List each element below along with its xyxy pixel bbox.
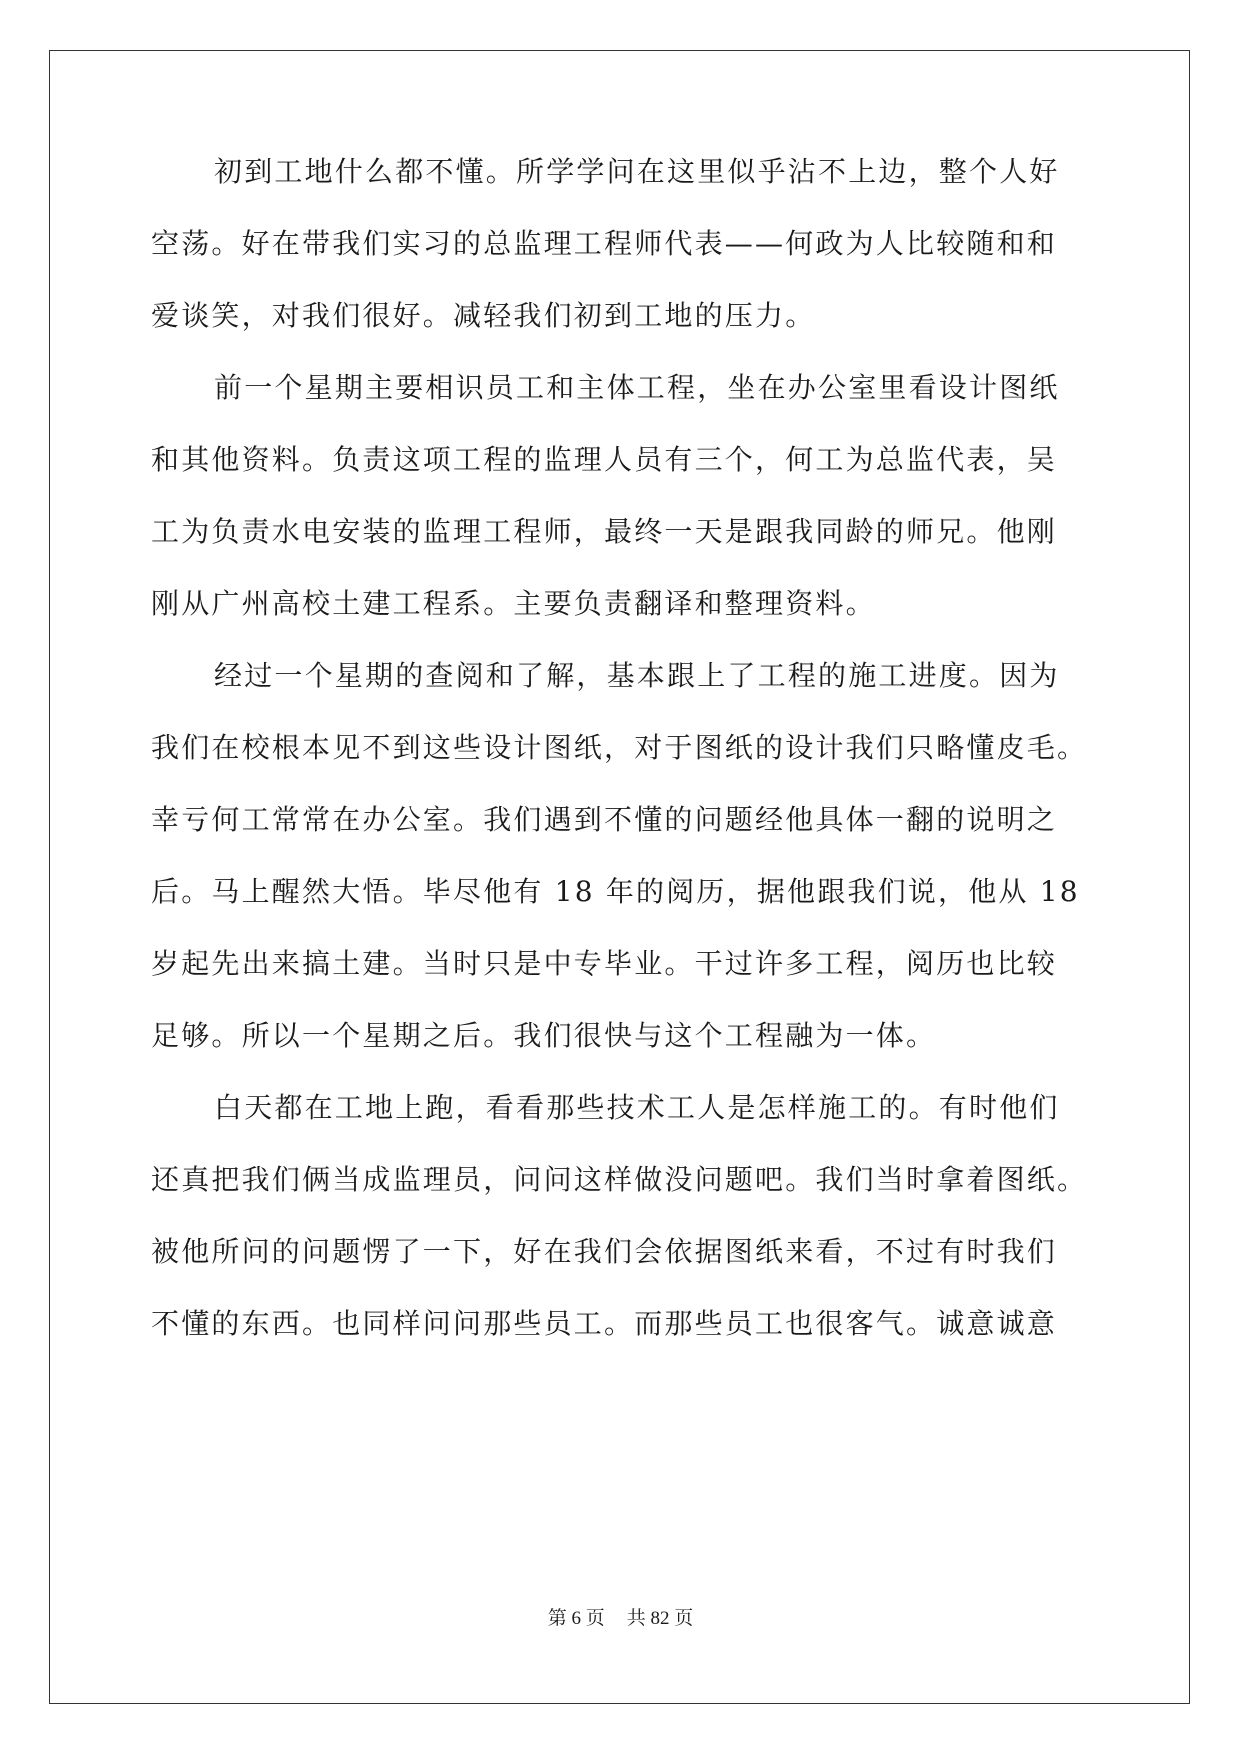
paragraph-3-line-1: 经过一个星期的查阅和了解，基本跟上了工程的施工进度。因为 [214, 659, 1060, 692]
paragraph-3-line-3: 幸亏何工常常在办公室。我们遇到不懂的问题经他具体一翻的说明之 [151, 803, 1058, 836]
paragraph-4-line-1: 白天都在工地上跑，看看那些技术工人是怎样施工的。有时他们 [214, 1091, 1060, 1124]
page-number-label: 第 6 页 [547, 1608, 605, 1629]
paragraph-1-line-3: 爱谈笑，对我们很好。减轻我们初到工地的压力。 [151, 299, 816, 332]
paragraph-4-line-2: 还真把我们俩当成监理员，问问这样做没问题吧。我们当时拿着图纸。 [151, 1163, 1088, 1196]
paragraph-3-line-5: 岁起先出来搞土建。当时只是中专毕业。干过许多工程，阅历也比较 [151, 947, 1058, 980]
paragraph-2-line-2: 和其他资料。负责这项工程的监理人员有三个，何工为总监代表，吴 [151, 443, 1058, 476]
paragraph-1-line-2: 空荡。好在带我们实习的总监理工程师代表——何政为人比较随和和 [151, 227, 1058, 260]
total-pages-label: 共 82 页 [626, 1608, 694, 1629]
paragraph-4-line-3: 被他所问的问题愣了一下，好在我们会依据图纸来看，不过有时我们 [151, 1235, 1058, 1268]
paragraph-3-line-2: 我们在校根本见不到这些设计图纸，对于图纸的设计我们只略懂皮毛。 [151, 731, 1088, 764]
paragraph-2-line-3: 工为负责水电安装的监理工程师，最终一天是跟我同龄的师兄。他刚 [151, 515, 1058, 548]
page-footer [0, 1607, 1241, 1631]
paragraph-2-line-4: 刚从广州高校土建工程系。主要负责翻译和整理资料。 [151, 587, 876, 620]
paragraph-1-line-1: 初到工地什么都不懂。所学学问在这里似乎沾不上边，整个人好 [214, 155, 1060, 188]
paragraph-3-line-6: 足够。所以一个星期之后。我们很快与这个工程融为一体。 [151, 1019, 937, 1052]
paragraph-2-line-1: 前一个星期主要相识员工和主体工程，坐在办公室里看设计图纸 [214, 371, 1060, 404]
paragraph-3-line-4: 后。马上醒然大悟。毕尽他有 18 年的阅历，据他跟我们说，他从 18 [151, 875, 1080, 908]
paragraph-4-line-4: 不懂的东西。也同样问问那些员工。而那些员工也很客气。诚意诚意 [151, 1307, 1058, 1340]
